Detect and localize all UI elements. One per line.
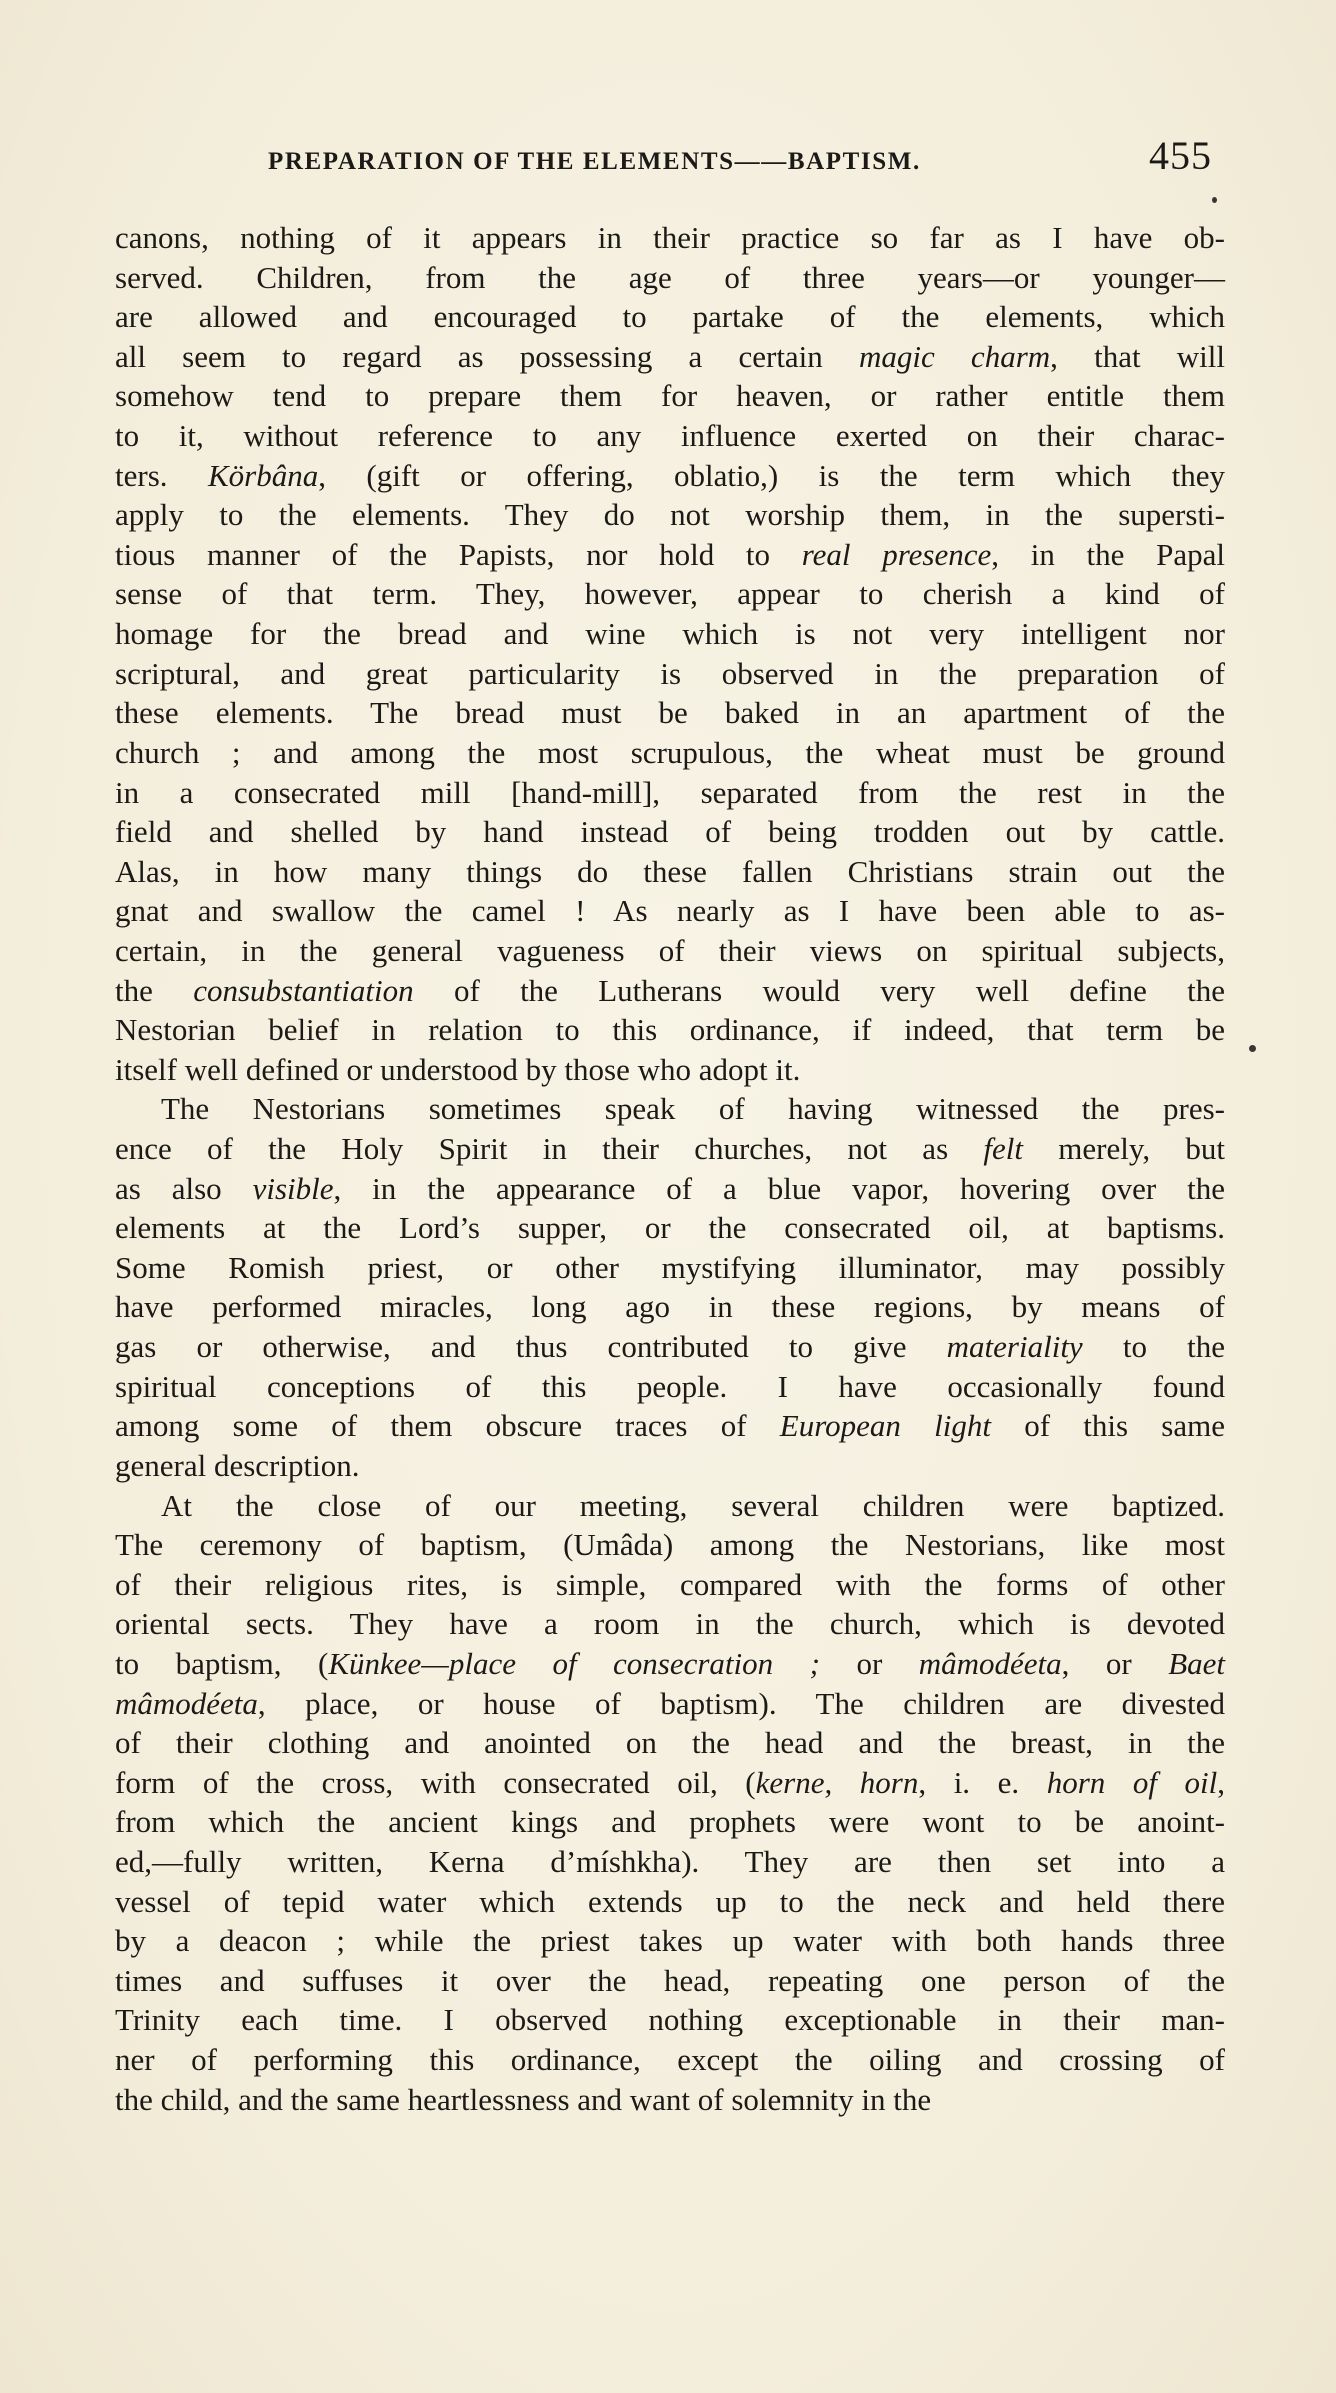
text-run: vessel of tepid water which extends up to the neck and held there bbox=[115, 1883, 1225, 1919]
text-line bbox=[115, 535, 1225, 575]
text-run: The ceremony of baptism, (Umâda) among the Nestorians, like most bbox=[115, 1527, 1225, 1563]
italic-text: real presence bbox=[801, 536, 992, 572]
text-line bbox=[115, 1010, 1225, 1050]
text-run: homage for the bread and wine which is not very intelligent nor bbox=[115, 616, 1225, 652]
text-line bbox=[115, 2040, 1225, 2080]
text-line bbox=[115, 733, 1225, 773]
text-run: certain, in the general vagueness of their views on spiritual subjects, bbox=[115, 932, 1225, 968]
text-run: Nestorian belief in relation to this ordinance, if indeed, that term be bbox=[115, 1012, 1225, 1048]
italic-text: visible bbox=[252, 1170, 334, 1206]
text-line bbox=[115, 1089, 1225, 1129]
text-line bbox=[115, 1684, 1225, 1724]
text-run: somehow tend to prepare them for heaven, or rather entitle them bbox=[115, 378, 1225, 414]
text-run: of their clothing and anointed on the head and the breast, in the bbox=[115, 1725, 1225, 1761]
text-run: , i. e. bbox=[918, 1764, 1047, 1800]
text-line bbox=[115, 2080, 1225, 2120]
text-run: all seem to regard as possessing a certain bbox=[115, 338, 859, 374]
text-line bbox=[115, 1842, 1225, 1882]
text-run: ence of the Holy Spirit in their churches, not as bbox=[115, 1131, 984, 1167]
text-line bbox=[115, 693, 1225, 733]
text-run: ters. bbox=[115, 457, 208, 493]
text-line bbox=[115, 891, 1225, 931]
text-line bbox=[115, 218, 1225, 258]
body-text bbox=[115, 218, 1225, 2119]
text-run: scriptural, and great particularity is observed in the preparation of bbox=[115, 655, 1225, 691]
text-line bbox=[115, 1882, 1225, 1922]
print-speck bbox=[1212, 197, 1217, 203]
text-line bbox=[115, 1129, 1225, 1169]
italic-text: mâmodéeta bbox=[918, 1645, 1062, 1681]
text-run: Some Romish priest, or other mystifying illuminator, may possibly bbox=[115, 1249, 1225, 1285]
text-line bbox=[115, 1961, 1225, 2001]
text-line bbox=[115, 1763, 1225, 1803]
text-line bbox=[115, 931, 1225, 971]
italic-text: kerne, horn bbox=[755, 1764, 919, 1800]
text-run: served. Children, from the age of three years—or younger— bbox=[115, 259, 1225, 295]
text-run: , place, or house of baptism). The children are divested bbox=[257, 1685, 1225, 1721]
text-run: , or bbox=[1061, 1645, 1169, 1681]
italic-text: Baet bbox=[1168, 1645, 1225, 1681]
running-head: PREPARATION OF THE ELEMENTS——BAPTISM. bbox=[268, 148, 921, 175]
text-run: tious manner of the Papists, nor hold to bbox=[115, 536, 802, 572]
text-run: have performed miracles, long ago in these regions, by means of bbox=[115, 1289, 1225, 1325]
text-run: ed,—fully written, Kerna d’míshkha). They are then set into a bbox=[115, 1843, 1225, 1879]
text-line bbox=[115, 1208, 1225, 1248]
text-line bbox=[115, 773, 1225, 813]
text-run: general description. bbox=[115, 1447, 360, 1483]
text-line bbox=[115, 1565, 1225, 1605]
text-run: among some of them obscure traces of bbox=[115, 1408, 780, 1444]
text-run: , in the appearance of a blue vapor, hovering over the bbox=[333, 1170, 1225, 1206]
text-line bbox=[115, 654, 1225, 694]
italic-text: Künkee—place of consecration ; bbox=[328, 1645, 820, 1681]
text-run: elements at the Lord’s supper, or the consecrated oil, at baptisms. bbox=[115, 1210, 1225, 1246]
text-run: sense of that term. They, however, appear to cherish a kind of bbox=[115, 576, 1225, 612]
text-line bbox=[115, 1169, 1225, 1209]
text-line bbox=[115, 1644, 1225, 1684]
text-run: gnat and swallow the camel ! As nearly as I have been able to as- bbox=[115, 893, 1225, 929]
text-line bbox=[115, 2000, 1225, 2040]
print-speck bbox=[1249, 1045, 1256, 1052]
text-run: to baptism, ( bbox=[115, 1645, 329, 1681]
text-run: Alas, in how many things do these fallen Christians strain out the bbox=[115, 853, 1225, 889]
text-run: times and suffuses it over the head, repeating one person of the bbox=[115, 1962, 1225, 1998]
text-line bbox=[115, 495, 1225, 535]
text-line bbox=[115, 852, 1225, 892]
text-run: canons, nothing of it appears in their practice so far as I have ob- bbox=[115, 220, 1225, 255]
text-line bbox=[115, 416, 1225, 456]
text-run: form of the cross, with consecrated oil, ( bbox=[115, 1764, 756, 1800]
italic-text: European light bbox=[779, 1408, 991, 1444]
text-run: field and shelled by hand instead of being trodden out by cattle. bbox=[115, 814, 1225, 850]
text-line bbox=[115, 1604, 1225, 1644]
text-line bbox=[115, 1327, 1225, 1367]
text-line bbox=[115, 297, 1225, 337]
text-line bbox=[115, 1367, 1225, 1407]
text-run: gas or otherwise, and thus contributed to give bbox=[115, 1329, 947, 1365]
text-run: of this same bbox=[990, 1408, 1226, 1444]
page-number: 455 bbox=[1149, 133, 1212, 178]
text-run: , that will bbox=[1050, 338, 1225, 374]
text-run: merely, but bbox=[1023, 1131, 1226, 1167]
text-line bbox=[115, 1050, 1225, 1090]
text-run: as also bbox=[115, 1170, 253, 1206]
text-line bbox=[115, 1723, 1225, 1763]
text-run: , (gift or offering, oblatio,) is the term which they bbox=[318, 457, 1225, 493]
text-run: these elements. The bread must be baked in an apartment of the bbox=[115, 695, 1225, 731]
text-line bbox=[115, 1802, 1225, 1842]
text-line bbox=[115, 614, 1225, 654]
text-line bbox=[115, 1287, 1225, 1327]
text-run: or bbox=[819, 1645, 919, 1681]
text-line bbox=[115, 337, 1225, 377]
text-run: apply to the elements. They do not worship them, in the supersti- bbox=[115, 497, 1225, 533]
text-run: are allowed and encouraged to partake of the elements, which bbox=[115, 299, 1225, 335]
italic-text: horn of oil bbox=[1046, 1764, 1218, 1800]
text-line bbox=[115, 1446, 1225, 1486]
text-run: of their religious rites, is simple, compared with the forms of other bbox=[115, 1566, 1225, 1602]
page-header bbox=[268, 132, 1212, 192]
text-run: church ; and among the most scrupulous, the wheat must be ground bbox=[115, 734, 1225, 770]
text-line bbox=[115, 1406, 1225, 1446]
text-line bbox=[115, 812, 1225, 852]
text-line bbox=[115, 1525, 1225, 1565]
text-run: the bbox=[115, 972, 194, 1008]
text-run: At the close of our meeting, several children were baptized. bbox=[161, 1487, 1225, 1523]
text-line bbox=[115, 1921, 1225, 1961]
text-run: The Nestorians sometimes speak of having witnessed the pres- bbox=[161, 1091, 1225, 1127]
text-line bbox=[115, 456, 1225, 496]
italic-text: mâmodéeta bbox=[115, 1685, 258, 1721]
text-line bbox=[115, 1248, 1225, 1288]
italic-text: Körbâna bbox=[207, 457, 319, 493]
text-line bbox=[115, 1486, 1225, 1526]
text-run: , bbox=[1217, 1764, 1226, 1800]
italic-text: materiality bbox=[946, 1329, 1083, 1365]
text-line bbox=[115, 376, 1225, 416]
text-run: , in the Papal bbox=[991, 536, 1225, 572]
text-line bbox=[115, 258, 1225, 298]
text-run: the child, and the same heartlessness and want of solemnity in the bbox=[115, 2081, 932, 2117]
text-run: ner of performing this ordinance, except the oiling and crossing of bbox=[115, 2042, 1225, 2078]
text-line bbox=[115, 971, 1225, 1011]
text-run: of the Lutherans would very well define the bbox=[413, 972, 1226, 1008]
text-run: in a consecrated mill [hand-mill], separated from the rest in the bbox=[115, 774, 1225, 810]
italic-text: magic charm bbox=[858, 338, 1051, 374]
text-run: itself well defined or understood by those who adopt it. bbox=[115, 1051, 801, 1087]
text-run: to the bbox=[1082, 1329, 1225, 1365]
text-line bbox=[115, 574, 1225, 614]
text-run: by a deacon ; while the priest takes up water with both hands three bbox=[115, 1923, 1225, 1959]
text-run: Trinity each time. I observed nothing exceptionable in their man- bbox=[115, 2002, 1225, 2038]
text-run: to it, without reference to any influence exerted on their charac- bbox=[115, 418, 1225, 454]
italic-text: felt bbox=[983, 1131, 1024, 1167]
text-run: from which the ancient kings and prophets were wont to be anoint- bbox=[115, 1804, 1225, 1840]
text-run: oriental sects. They have a room in the church, which is devoted bbox=[115, 1606, 1225, 1642]
italic-text: consubstantiation bbox=[193, 972, 414, 1008]
text-run: spiritual conceptions of this people. I have occasionally found bbox=[115, 1368, 1225, 1404]
